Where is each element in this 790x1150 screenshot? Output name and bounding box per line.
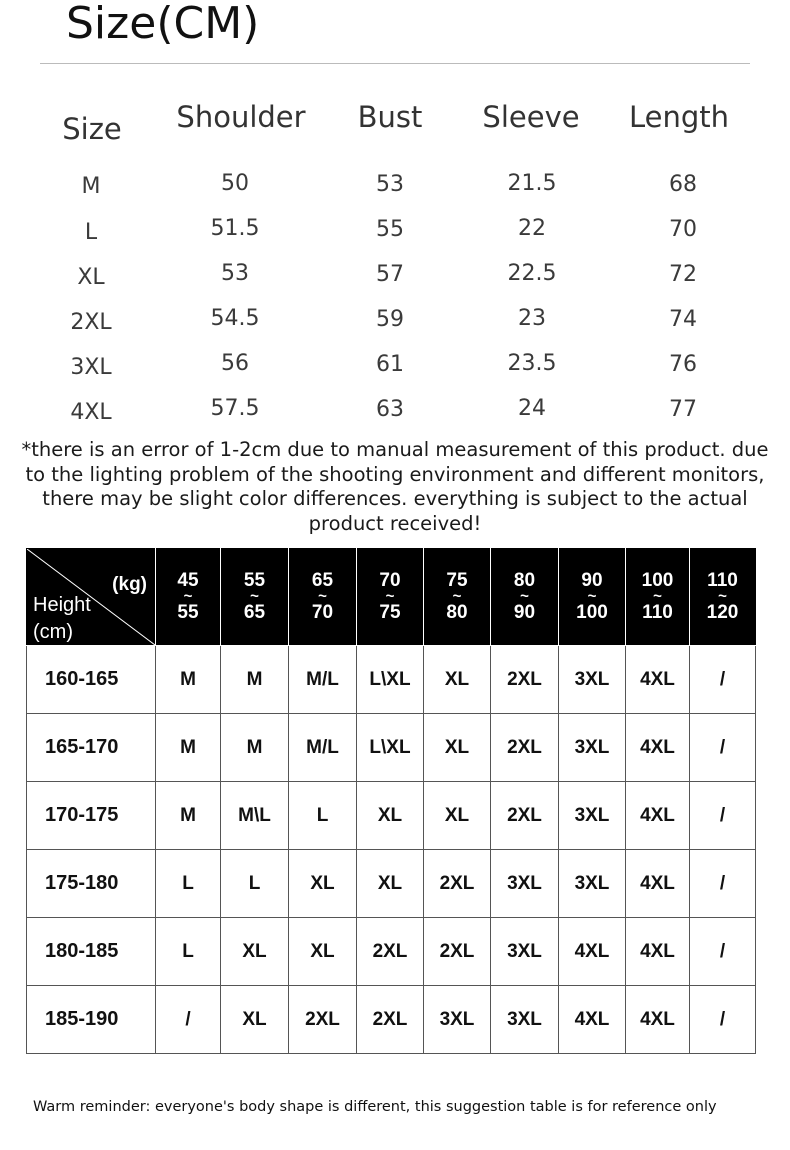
weight-range-top: 90: [581, 570, 603, 591]
size-chart-cell: XL: [77, 265, 105, 290]
measurement-note: *there is an error of 1-2cm due to manual measurement of this product. due to the lighting problem of the shooting environment and different monitors, there may be slight color differences. everything is subject to the actual product received!: [21, 438, 769, 535]
size-cell: L: [156, 850, 221, 918]
size-cell: XL: [424, 714, 491, 782]
height-range-cell: 175-180: [27, 850, 156, 918]
size-chart-cell: 74: [669, 307, 697, 332]
size-chart-cell: 54.5: [210, 306, 260, 331]
size-cell: 2XL: [491, 646, 559, 714]
weight-range-bottom: 70: [311, 602, 334, 623]
weight-range-top: 100: [641, 570, 674, 591]
size-cell: /: [690, 782, 756, 850]
size-cell: 4XL: [626, 986, 690, 1054]
size-cell: /: [690, 646, 756, 714]
size-chart-cell: 22: [518, 216, 546, 241]
size-chart-cell: 57: [376, 262, 404, 287]
weight-range-header: [424, 549, 491, 646]
size-cell: 3XL: [559, 714, 626, 782]
size-cell: 3XL: [491, 986, 559, 1054]
size-chart-cell: 4XL: [70, 400, 112, 425]
size-cell: M/L: [289, 646, 357, 714]
weight-range-top: 65: [311, 570, 334, 591]
weight-range-sep: ~: [653, 588, 662, 605]
table-row: [27, 646, 756, 714]
size-cell: L\XL: [357, 714, 424, 782]
size-cell: M: [221, 714, 289, 782]
weight-range-header: [690, 549, 756, 646]
size-cell: XL: [289, 918, 357, 986]
size-cell: /: [690, 850, 756, 918]
size-recommendation-table: [26, 548, 756, 1054]
size-cell: 2XL: [424, 850, 491, 918]
size-cell: XL: [357, 850, 424, 918]
weight-range-top: 80: [513, 570, 536, 591]
size-cell: M: [156, 646, 221, 714]
size-cell: 4XL: [626, 646, 690, 714]
weight-range-bottom: 80: [446, 602, 468, 623]
weight-range-header: [626, 549, 690, 646]
height-axis-label: [33, 592, 91, 645]
weight-axis-label: (kg): [112, 574, 147, 595]
size-cell: 2XL: [357, 918, 424, 986]
size-cell: 2XL: [491, 782, 559, 850]
table-corner-header: [27, 549, 156, 646]
size-cell: XL: [424, 782, 491, 850]
size-cell: M/L: [289, 714, 357, 782]
size-chart-cell: 56: [221, 351, 249, 376]
weight-range-sep: ~: [718, 588, 727, 605]
size-chart-cell: 70: [669, 217, 697, 242]
weight-range-bottom: 100: [576, 602, 608, 623]
weight-range-header: [357, 549, 424, 646]
size-cell: XL: [221, 986, 289, 1054]
size-cell: 2XL: [491, 714, 559, 782]
weight-range-bottom: 55: [177, 602, 199, 623]
size-chart-cell: M: [81, 174, 101, 199]
reference-reminder: Warm reminder: everyone's body shape is different, this suggestion table is for reference only: [33, 1099, 717, 1115]
weight-range-header: [156, 549, 221, 646]
size-cell: XL: [221, 918, 289, 986]
weight-range-header: [491, 549, 559, 646]
size-chart-cell: 72: [669, 262, 697, 287]
size-cell: L: [156, 918, 221, 986]
weight-range-header: [289, 549, 357, 646]
size-cell: 3XL: [491, 918, 559, 986]
size-cell: M\L: [221, 782, 289, 850]
size-chart-cell: 57.5: [210, 396, 260, 421]
weight-range-bottom: 90: [513, 602, 536, 623]
size-cell: 3XL: [491, 850, 559, 918]
size-cell: L: [289, 782, 357, 850]
height-range-cell: 165-170: [27, 714, 156, 782]
size-chart-header: Size: [62, 112, 122, 146]
size-cell: /: [690, 986, 756, 1054]
size-cell: M: [221, 646, 289, 714]
size-chart-cell: 55: [376, 217, 404, 242]
weight-range-sep: ~: [452, 588, 462, 605]
size-chart-cell: 61: [376, 352, 404, 377]
size-cell: 4XL: [626, 850, 690, 918]
size-chart-cell: 68: [669, 172, 697, 197]
weight-range-sep: ~: [385, 588, 395, 605]
size-cell: M: [156, 782, 221, 850]
size-cell: /: [690, 918, 756, 986]
size-chart-cell: 76: [669, 352, 697, 377]
size-cell: /: [156, 986, 221, 1054]
height-axis-label-line2: (cm): [33, 621, 73, 643]
weight-range-sep: ~: [318, 588, 327, 605]
size-cell: /: [690, 714, 756, 782]
weight-range-top: 55: [243, 570, 266, 591]
weight-range-bottom: 75: [379, 602, 401, 623]
weight-range-bottom: 65: [243, 602, 266, 623]
height-range-cell: 185-190: [27, 986, 156, 1054]
weight-range-top: 75: [446, 570, 468, 591]
size-cell: 4XL: [559, 918, 626, 986]
height-axis-label-line1: Height: [33, 594, 91, 616]
title-divider: [40, 63, 750, 64]
weight-range-top: 110: [707, 570, 738, 591]
size-chart-cell: 63: [376, 397, 404, 422]
size-cell: 4XL: [626, 714, 690, 782]
size-chart-cell: 24: [518, 396, 546, 421]
size-cell: 3XL: [424, 986, 491, 1054]
table-row: [27, 986, 756, 1054]
size-chart-cell: 22.5: [507, 261, 557, 286]
height-range-cell: 180-185: [27, 918, 156, 986]
weight-range-top: 45: [177, 570, 199, 591]
size-cell: M: [156, 714, 221, 782]
weight-range-bottom: 120: [706, 602, 739, 623]
size-cell: XL: [357, 782, 424, 850]
size-cell: 3XL: [559, 646, 626, 714]
size-cell: 2XL: [424, 918, 491, 986]
size-chart-cell: 77: [669, 397, 697, 422]
size-chart-cell: 53: [376, 172, 404, 197]
table-row: [27, 782, 756, 850]
size-chart-header: Length: [628, 100, 730, 134]
size-cell: L: [221, 850, 289, 918]
size-cell: 4XL: [626, 782, 690, 850]
size-cell: L\XL: [357, 646, 424, 714]
size-chart-cell: 23.5: [507, 351, 557, 376]
size-cell: 2XL: [357, 986, 424, 1054]
size-cell: 2XL: [289, 986, 357, 1054]
size-chart-header: Bust: [357, 100, 423, 134]
size-chart-cell: 3XL: [70, 355, 112, 380]
weight-range-sep: ~: [520, 588, 529, 605]
size-cell: 3XL: [559, 782, 626, 850]
table-row: [27, 714, 756, 782]
size-chart-cell: L: [84, 220, 98, 245]
size-chart-cell: 50: [221, 171, 249, 196]
weight-range-sep: ~: [250, 588, 259, 605]
size-cell: 4XL: [626, 918, 690, 986]
size-chart-cell: 2XL: [70, 310, 112, 335]
height-range-cell: 160-165: [27, 646, 156, 714]
table-row: [27, 918, 756, 986]
size-chart-cell: 53: [221, 261, 249, 286]
size-chart-cell: 51.5: [210, 216, 260, 241]
size-cell: 4XL: [559, 986, 626, 1054]
size-cell: XL: [424, 646, 491, 714]
height-range-cell: 170-175: [27, 782, 156, 850]
size-cell: XL: [289, 850, 357, 918]
table-row: [27, 850, 756, 918]
page-title: Size(CM): [66, 0, 260, 49]
weight-range-sep: ~: [587, 588, 597, 605]
weight-range-bottom: 110: [642, 602, 673, 623]
weight-range-sep: ~: [183, 588, 193, 605]
size-cell: 3XL: [559, 850, 626, 918]
size-chart-header: Sleeve: [482, 100, 580, 134]
size-chart-cell: 59: [376, 307, 404, 332]
size-chart-header: Shoulder: [176, 100, 306, 134]
size-chart-cell: 21.5: [507, 171, 557, 196]
weight-range-top: 70: [379, 570, 401, 591]
weight-range-header: [559, 549, 626, 646]
weight-range-header: [221, 549, 289, 646]
size-chart-cell: 23: [518, 306, 546, 331]
